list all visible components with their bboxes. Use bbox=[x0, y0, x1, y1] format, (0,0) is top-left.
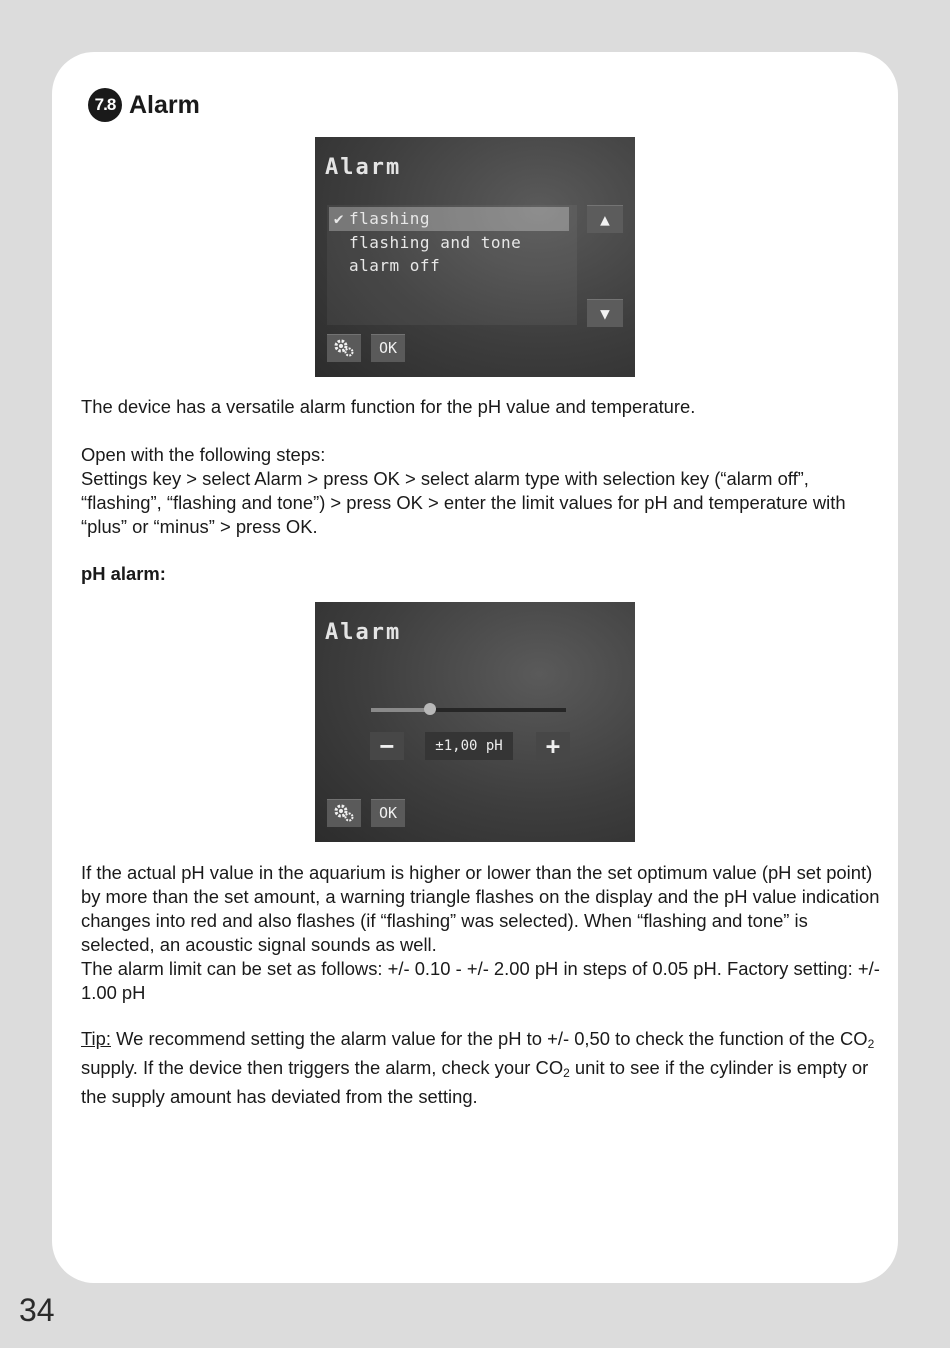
tip-subscript-1: 2 bbox=[867, 1037, 875, 1051]
ph-limit-screen bbox=[315, 602, 635, 842]
section-title: Alarm bbox=[129, 90, 200, 119]
screen-title: Alarm bbox=[325, 620, 402, 645]
tip-subscript-2: 2 bbox=[563, 1066, 570, 1080]
option-label: alarm off bbox=[349, 256, 441, 275]
limit-text: The alarm limit can be set as follows: +/- 0.10 - +/- 2.00 pH in steps of 0.05 pH. Factory setting: +/- 1.00 pH bbox=[81, 958, 880, 1003]
alarm-option-alarm-off[interactable] bbox=[329, 254, 569, 278]
tip-label: Tip: bbox=[81, 1028, 111, 1049]
section-number-badge: 7.8 bbox=[88, 88, 122, 122]
ph-limit-value: ±1,00 pH bbox=[425, 732, 513, 760]
ph-alarm-heading: pH alarm: bbox=[81, 563, 166, 584]
steps-section bbox=[81, 443, 881, 539]
plus-button[interactable]: + bbox=[536, 732, 570, 760]
check-icon: ✔ bbox=[333, 209, 345, 228]
up-arrow-icon: ▲ bbox=[600, 209, 610, 229]
scroll-up-button[interactable] bbox=[587, 205, 623, 233]
steps-intro: Open with the following steps: bbox=[81, 444, 326, 465]
settings-button[interactable] bbox=[327, 334, 361, 362]
tip-text-3: unit to see if the cylinder is empty or the supply amount has deviated from the setting. bbox=[81, 1057, 869, 1107]
screen-title: Alarm bbox=[325, 155, 402, 180]
intro-paragraph: The device has a versatile alarm function for the pH value and temperature. bbox=[81, 396, 696, 417]
ok-button[interactable]: OK bbox=[371, 334, 405, 362]
description-section bbox=[81, 861, 881, 1005]
ok-button[interactable]: OK bbox=[371, 799, 405, 827]
option-label: flashing and tone bbox=[349, 233, 522, 252]
section-heading bbox=[88, 88, 200, 122]
ph-limit-slider[interactable] bbox=[371, 708, 566, 712]
gear-icon bbox=[333, 338, 355, 358]
tip-text-2: supply. If the device then triggers the alarm, check your CO bbox=[81, 1057, 564, 1078]
down-arrow-icon: ▼ bbox=[600, 303, 610, 323]
slider-fill bbox=[371, 708, 430, 712]
steps-text: Settings key > select Alarm > press OK > select alarm type with selection key (“alarm off”, “flashing”, “flashing and tone”) > press OK > enter the limit values for pH and temperature with “plus” or “minus” > press OK. bbox=[81, 468, 846, 537]
minus-button[interactable]: − bbox=[370, 732, 404, 760]
option-label: flashing bbox=[349, 209, 431, 228]
alarm-option-list bbox=[327, 205, 577, 325]
slider-thumb[interactable] bbox=[424, 703, 436, 715]
alarm-option-flashing-and-tone[interactable] bbox=[329, 231, 569, 255]
alarm-option-flashing[interactable] bbox=[329, 207, 569, 231]
settings-button[interactable] bbox=[327, 799, 361, 827]
scroll-down-button[interactable] bbox=[587, 299, 623, 327]
alarm-type-screen bbox=[315, 137, 635, 377]
tip-text-1: We recommend setting the alarm value for the pH to +/- 0,50 to check the function of the CO bbox=[110, 1028, 868, 1049]
gear-icon bbox=[333, 803, 355, 823]
description-text: If the actual pH value in the aquarium is higher or lower than the set optimum value (pH set point) by more than the set amount, a warning triangle flashes on the display and the pH value indication changes into red and also flashes (if “flashing” was selected). When “flashing and tone” is selected, an acoustic signal sounds as well. bbox=[81, 862, 880, 955]
page-number: 34 bbox=[19, 1292, 55, 1328]
tip-paragraph bbox=[81, 1027, 881, 1109]
